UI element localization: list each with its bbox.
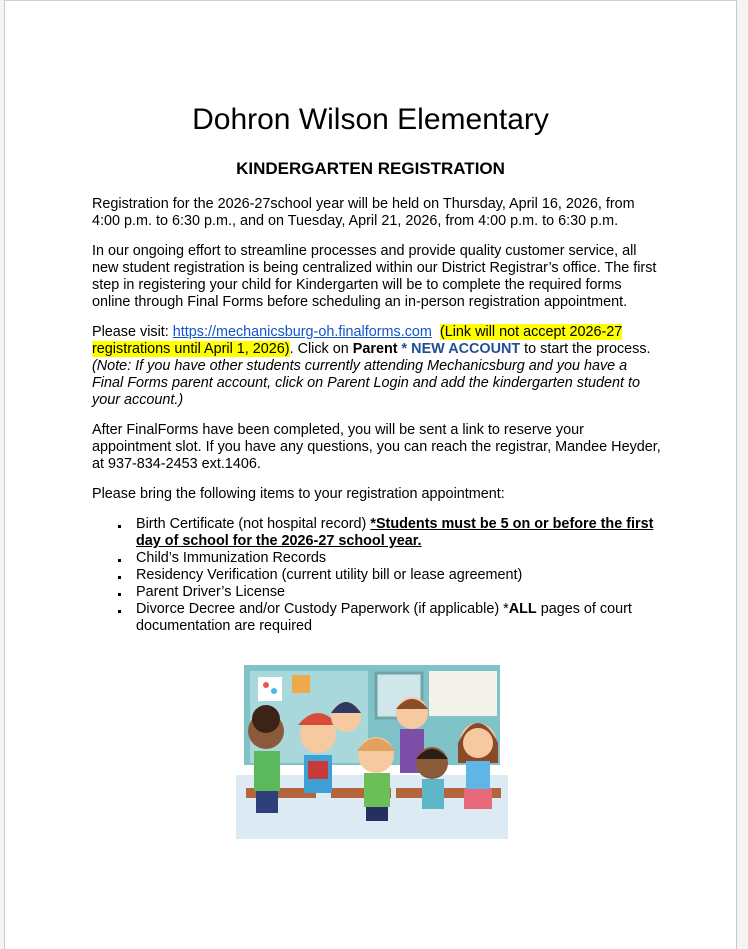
visit-paragraph xyxy=(92,324,662,409)
divorce-text: Divorce Decree and/or Custody Paperwork (if applicable) * xyxy=(136,601,509,617)
visit-label: Please visit: xyxy=(92,324,173,340)
process-text: to start the process. xyxy=(520,341,651,357)
note-text: (Note: If you have other students currently attending Mechanicsburg and you have a Final Forms parent account, click on Parent Login and add the kindergarten student to your account.) xyxy=(92,358,640,408)
classroom-children-illustration xyxy=(236,663,508,839)
list-item: Parent Driver’s License xyxy=(136,584,662,601)
bring-items-intro: Please bring the following items to your registration appointment: xyxy=(92,486,505,502)
list-item xyxy=(136,516,662,550)
parent-label: Parent xyxy=(352,341,398,357)
finalforms-link[interactable]: https://mechanicsburg-oh.finalforms.com xyxy=(172,324,432,340)
birth-certificate-text: Birth Certificate (not hospital record) xyxy=(136,516,371,532)
age-requirement-note: *Students must be 5 on or before the first day of school for the 2026-27 school year. xyxy=(136,516,654,549)
school-title: Dohron Wilson Elementary xyxy=(192,103,549,136)
contact-paragraph: After FinalForms have been completed, you will be sent a link to reserve your appointment slot. If you have any questions, you can reach the registrar, Mandee Heyder, at 937-834-2453 ext.1406. xyxy=(92,422,661,472)
section-heading: KINDERGARTEN REGISTRATION xyxy=(236,159,505,178)
divorce-rest-text: pages of court documentation are required xyxy=(136,601,632,634)
process-paragraph: In our ongoing effort to streamline processes and provide quality customer service, all new student registration is being centralized within our District Registrar’s office. The first step in registering your child for Kindergarten will be to complete the required forms online through Final Forms before scheduling an in-person registration appointment. xyxy=(92,243,657,310)
highlighted-notice: (Link will not accept 2026-27 registrations until April 1, 2026) xyxy=(92,324,623,357)
list-item: Residency Verification (current utility bill or lease agreement) xyxy=(136,567,662,584)
registration-dates-paragraph: Registration for the 2026-27school year will be held on Thursday, April 16, 2026, from 4:00 p.m. to 6:30 p.m., and on Tuesday, April 21, 2026, from 4:00 p.m. to 6:30 p.m. xyxy=(92,196,635,229)
new-account-label: NEW ACCOUNT xyxy=(411,341,521,357)
all-emphasis: ALL xyxy=(508,601,537,617)
document-page xyxy=(4,0,737,949)
star: * xyxy=(397,341,412,357)
items-list xyxy=(92,516,662,635)
list-item: Child’s Immunization Records xyxy=(136,550,662,567)
list-item xyxy=(136,601,662,635)
document-body xyxy=(92,196,662,635)
click-text: . Click on xyxy=(289,341,353,357)
